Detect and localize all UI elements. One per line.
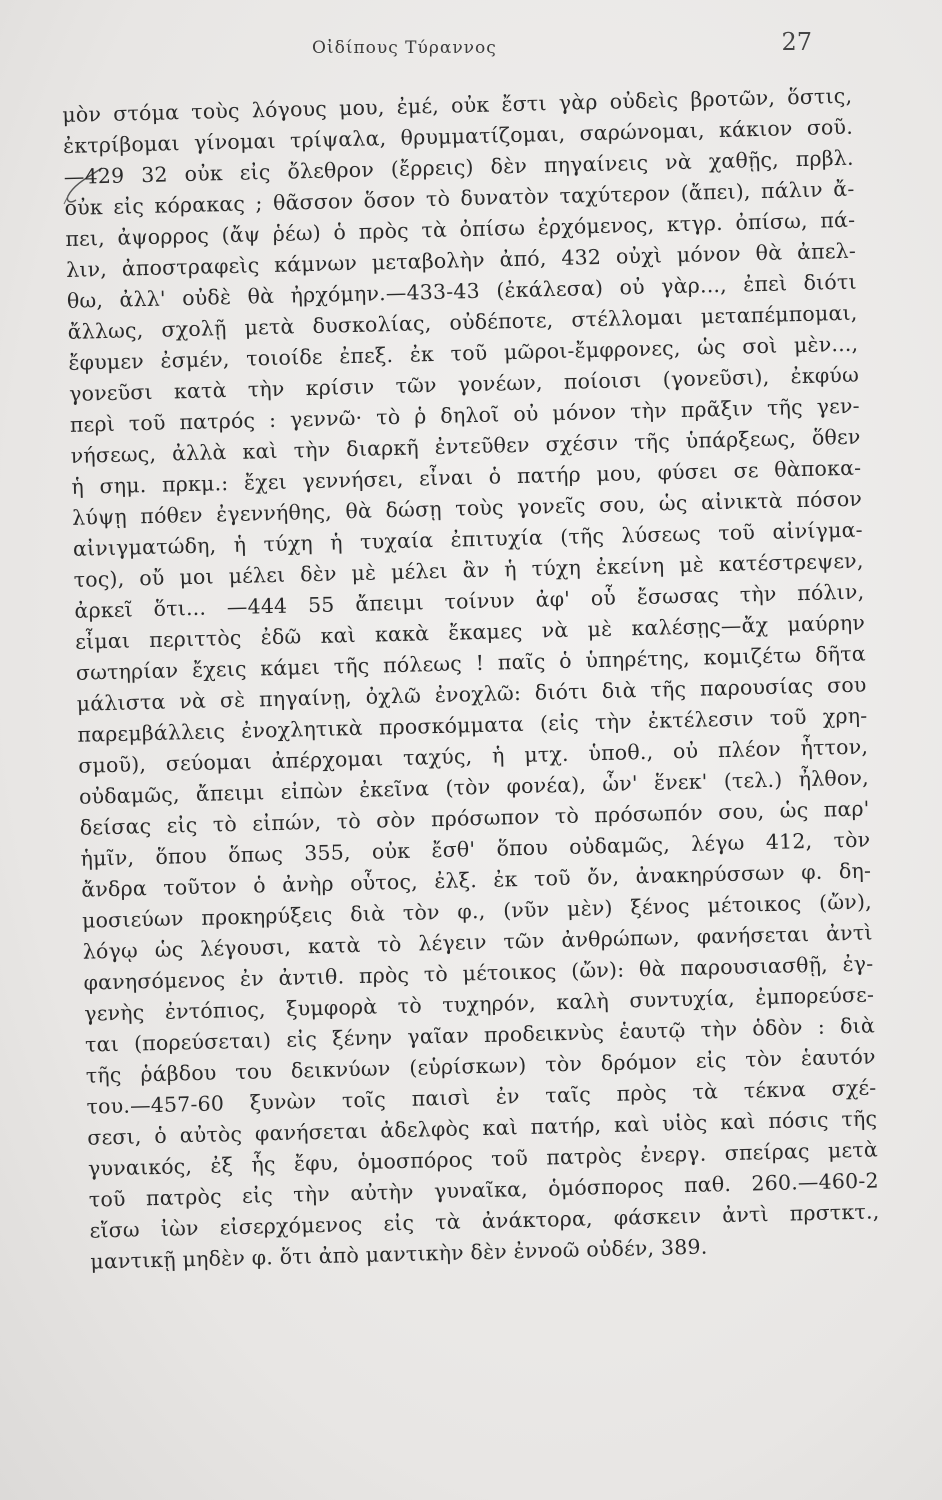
text-line: ἄνδρα τοῦτον ὁ ἀνὴρ οὗτος, ἐλξ. ἐκ τοῦ ὄν, ἀνακηρύσσων φ. δη- xyxy=(81,858,872,902)
text-line: μὸν στόμα τοὺς λόγους μου, ἐμέ, οὐκ ἔστι γὰρ οὐδεὶς βροτῶν, ὅστις, xyxy=(62,83,853,127)
text-line: οὐδαμῶς, ἄπειμι εἰπὼν ἐκεῖνα (τὸν φονέα), ὧν' ἕνεκ' (τελ.) ἦλθον, xyxy=(78,765,870,809)
text-line: ἀρκεῖ ὅτι... —444 55 ἄπειμι τοίνυν ἀφ' οὗ ἔσωσας τὴν πόλιν, xyxy=(74,579,865,623)
text-line: νήσεως, ἀλλὰ καὶ τὴν διαρκῆ ἐντεῦθεν σχέσιν τῆς ὑπάρξεως, ὅθεν xyxy=(70,424,861,468)
text-line: εἶμαι περιττὸς ἐδῶ καὶ κακὰ ἔκαμες νὰ μὲ καλέσῃς—ἄχ μαύρην xyxy=(74,610,866,654)
text-line: λόγῳ ὡς λέγουσι, κατὰ τὸ λέγειν τῶν ἀνθρώπων, φανήσεται ἀντὶ xyxy=(82,920,873,964)
page-number: 27 xyxy=(781,28,812,56)
text-line: εἴσω ἰὼν εἰσερχόμενος εἰς τὰ ἀνάκτορα, φάσκειν ἀντὶ πρστκτ., xyxy=(89,1199,880,1243)
text-line: μαντικῇ μηδὲν φ. ὅτι ἀπὸ μαντικὴν δὲν ἐννοῶ οὐδέν, 389. xyxy=(90,1234,708,1274)
text-line: σεσι, ὁ αὐτὸς φανήσεται ἀδελφὸς καὶ πατήρ, καὶ υἱὸς καὶ πόσις τῆς xyxy=(87,1106,878,1150)
text-line: τῆς ῥάβδου του δεικνύων (εὑρίσκων) τὸν δρόμον εἰς τὸν ἑαυτόν xyxy=(85,1044,876,1088)
running-title: Οἰδίπους Τύραννος xyxy=(312,38,497,58)
page-header xyxy=(0,28,942,68)
text-line: πει, ἀψορρος (ἄψ ῥέω) ὁ πρὸς τὰ ὀπίσω ἐρχόμενος, κτγρ. ὀπίσω, πά- xyxy=(65,207,856,251)
text-line: λιν, ἀποστραφεὶς κάμνων μεταβολὴν ἀπό, 432 οὐχὶ μόνον θὰ ἀπελ- xyxy=(65,238,857,282)
text-line: γονεῦσι κατὰ τὴν κρίσιν τῶν γονέων, ποίοισι (γονεῦσι), ἐκφύω xyxy=(68,362,860,406)
text-line: ἡμῖν, ὅπου ὅπως 355, οὐκ ἔσθ' ὅπου οὐδαμῶς, λέγω 412, τὸν xyxy=(80,827,871,871)
text-line: λύψῃ πόθεν ἐγεννήθης, θὰ δώσῃ τοὺς γονεῖς σου, ὡς αἰνικτὰ πόσον xyxy=(71,486,863,530)
text-line: φανησόμενος ἐν ἀντιθ. πρὸς τὸ μέτοικος (ὤν): θὰ παρουσιασθῇ, ἐγ- xyxy=(83,951,874,995)
text-line: ἄλλως, σχολῇ μετὰ δυσκολίας, οὐδέποτε, στέλλομαι μεταπέμπομαι, xyxy=(67,300,858,344)
text-line: ἔφυμεν ἐσμέν, τοιοίδε ἐπεξ. ἐκ τοῦ μῶροι-ἔμφρονες, ὡς σοὶ μὲν..., xyxy=(68,331,859,375)
text-line: γενὴς ἐντόπιος, ξυμφορὰ τὸ τυχηρόν, καλὴ συντυχία, ἐμπορεύσε- xyxy=(84,982,875,1026)
text-line: μοσιεύων προκηρύξεις διὰ τὸν φ., (νῦν μὲν) ξένος μέτοικος (ὤν), xyxy=(81,889,873,933)
text-line: περὶ τοῦ πατρός : γεννῶ· τὸ ῥ δηλοῖ οὐ μόνον τὴν πρᾶξιν τῆς γεν- xyxy=(69,393,860,437)
text-line: ἐκτρίβομαι γίνομαι τρίψαλα, θρυμματίζομαι, σαρώνομαι, κάκιον σοῦ. xyxy=(62,114,854,158)
text-line: τος), οὔ μοι μέλει δὲν μὲ μέλει ἂν ἡ τύχη ἐκείνη μὲ κατέστρεψεν, xyxy=(73,548,864,592)
text-line: παρεμβάλλεις ἐνοχλητικὰ προσκόμματα (εἰς τὴν ἐκτέλεσιν τοῦ χρη- xyxy=(77,703,868,747)
text-line: σωτηρίαν ἔχεις κάμει τῆς πόλεως ! παῖς ὁ ὑπηρέτης, κομιζέτω δῆτα xyxy=(75,641,867,685)
text-line: ται (πορεύσεται) εἰς ξένην γαῖαν προδεικνὺς ἑαυτῷ τὴν ὁδὸν : διὰ xyxy=(84,1013,876,1057)
text-line: τοῦ πατρὸς εἰς τὴν αὐτὴν γυναῖκα, ὁμόσπορος παθ. 260.—460-2 xyxy=(88,1168,879,1212)
text-line: γυναικός, ἐξ ἧς ἔφυ, ὁμοσπόρος τοῦ πατρὸς ἐνεργ. σπείρας μετὰ xyxy=(87,1137,879,1181)
text-line: μάλιστα νὰ σὲ πηγαίνῃ, ὀχλῶ ἐνοχλῶ: διότι διὰ τῆς παρουσίας σου xyxy=(76,672,867,716)
text-line: ἡ σημ. πρκμ.: ἔχει γεννήσει, εἶναι ὁ πατήρ μου, φύσει σε θὰποκα- xyxy=(71,455,862,499)
text-line: δείσας εἰς τὸ εἰπών, τὸ σὸν πρόσωπον τὸ πρόσωπόν σου, ὡς παρ' xyxy=(79,796,870,840)
text-line: του.—457-60 ξυνὼν τοῖς παισὶ ἐν ταῖς πρὸς τὰ τέκνα σχέ- xyxy=(86,1075,877,1119)
text-line: —429 32 οὐκ εἰς ὄλεθρον (ἔρρεις) δὲν πηγαίνεις νὰ χαθῇς, πρβλ. xyxy=(63,145,854,189)
commentary-text xyxy=(62,81,881,1278)
text-line: θω, ἀλλ' οὐδὲ θὰ ἠρχόμην.—433-43 (ἐκάλεσα) οὐ γὰρ..., ἐπεὶ διότι xyxy=(66,269,857,313)
text-line: σμοῦ), σεύομαι ἀπέρχομαι ταχύς, ἡ μτχ. ὑποθ., οὐ πλέον ἧττον, xyxy=(77,734,869,778)
text-line: οὐκ εἰς κόρακας ; θᾶσσον ὅσον τὸ δυνατὸν ταχύτερον (ἄπει), πάλιν ἄ- xyxy=(64,176,855,220)
text-line: αἰνιγματώδη, ἡ τύχη ἡ τυχαία ἐπιτυχία (τῆς λύσεως τοῦ αἰνίγμα- xyxy=(72,517,864,561)
